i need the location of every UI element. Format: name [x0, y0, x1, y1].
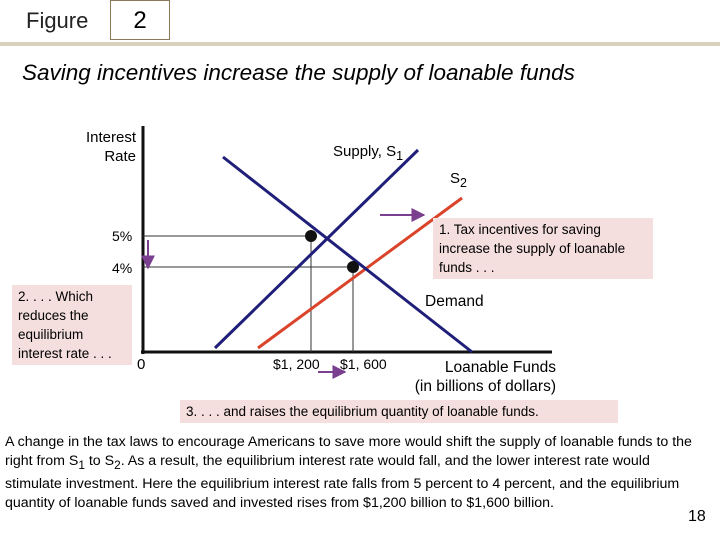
supply1-label	[333, 143, 403, 163]
explanation-sub2: 2	[114, 458, 121, 473]
equilibrium-point-1	[305, 230, 317, 242]
slide-title: Saving incentives increase the supply of loanable funds	[22, 60, 575, 85]
supply2-label	[450, 170, 467, 190]
explanation-part1: A change in the tax laws to encourage Americans to save more would shift the supply of loanable funds to the right from S	[5, 434, 692, 470]
y-axis-label-line1: Interest	[85, 129, 136, 146]
supply1-label-text: Supply, S	[333, 143, 397, 160]
qty-label-1600: $1, 600	[340, 356, 387, 372]
annotation-rate-falls: 2. . . . Which reduces the equilibrium interest rate . . .	[12, 285, 132, 365]
figure-label: Figure	[26, 8, 89, 33]
supply2-subscript: 2	[460, 176, 467, 190]
y-axis-label-line2: Rate	[104, 148, 136, 165]
qty-label-1200: $1, 200	[273, 356, 320, 372]
annotation-tax-incentives: 1. Tax incentives for saving increase the supply of loanable funds . . .	[433, 218, 653, 279]
explanation-part3: . As a result, the equilibrium interest rate would fall, and the lower interest rate would stimulate investment. Here the equilibrium interest rate falls from 5 percent to 4 percent, and the equilibrium quantity of loanable funds saved and invested rises from $1,200 billion to $1,600 billion.	[5, 453, 680, 512]
page-number: 18	[688, 508, 706, 525]
origin-label: 0	[137, 356, 146, 373]
x-axis-label	[380, 358, 556, 396]
annotation-quantity-rises: 3. . . . and raises the equilibrium quantity of loanable funds.	[180, 400, 618, 423]
figure-number: 2	[110, 0, 170, 40]
x-axis-label-line2: (in billions of dollars)	[414, 378, 556, 395]
supply2-label-text: S	[450, 170, 461, 187]
x-axis-label-line1: Loanable Funds	[444, 359, 556, 376]
demand-label: Demand	[425, 293, 484, 310]
y-axis-label	[60, 128, 136, 166]
explanation-text	[5, 433, 695, 514]
rate-label-5pct: 5%	[112, 228, 133, 244]
supply-curve-s1	[215, 150, 418, 348]
equilibrium-point-2	[347, 261, 359, 273]
rate-label-4pct: 4%	[112, 260, 133, 276]
explanation-part2: to S	[84, 453, 115, 470]
supply1-subscript: 1	[396, 149, 404, 163]
explanation-sub1: 1	[78, 458, 85, 473]
supply-curve-s2	[258, 198, 462, 348]
